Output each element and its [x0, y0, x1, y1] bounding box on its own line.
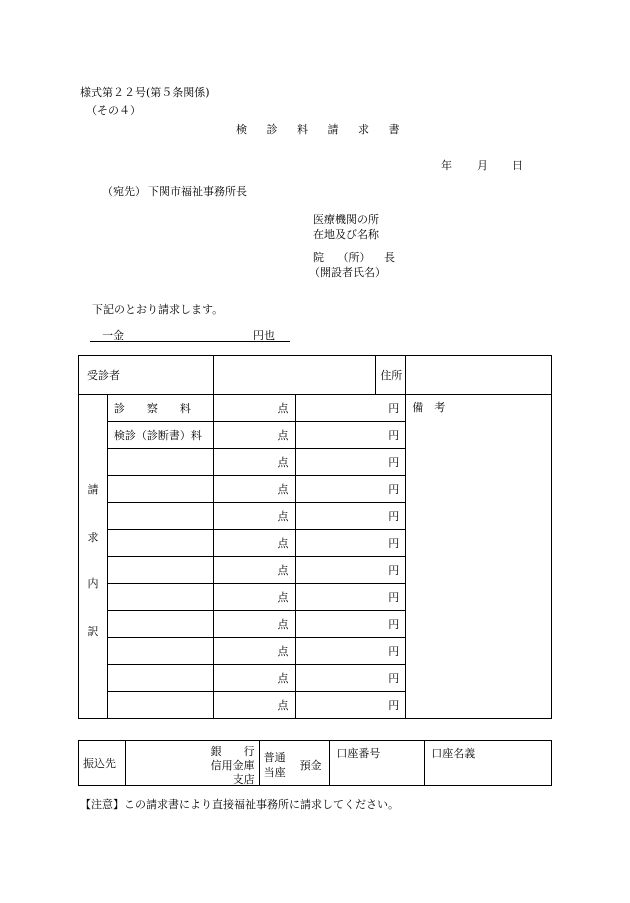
- amount-prefix: 一金: [102, 329, 124, 342]
- points-cell[interactable]: 点: [213, 692, 295, 719]
- account-number-field[interactable]: [330, 741, 425, 786]
- claim-breakdown-label: [79, 395, 108, 719]
- request-text: 下記のとおり請求します。: [92, 303, 224, 316]
- note-text: 【注意】この請求書により直接福祉事務所に請求してください。: [80, 798, 399, 811]
- shinkin-label: 信用金庫: [210, 759, 255, 772]
- account-name-field[interactable]: [425, 741, 552, 786]
- bank-label: 銀 行: [210, 745, 255, 758]
- amount-suffix: 円也: [253, 329, 275, 342]
- branch-label: 支店: [232, 773, 255, 786]
- account-number-label: 口座番号: [336, 747, 381, 760]
- bank-table: [78, 740, 552, 786]
- ordinary-label: 普通: [263, 751, 286, 764]
- title-char: 診: [266, 123, 278, 136]
- yen-cell[interactable]: 円: [295, 611, 406, 638]
- title-char: 検: [236, 123, 247, 136]
- account-name-label: 口座名義: [431, 747, 476, 760]
- yen-cell[interactable]: 円: [295, 638, 406, 665]
- item-name[interactable]: [107, 584, 213, 611]
- date-month-label: 月: [477, 159, 488, 172]
- yen-cell[interactable]: 円: [295, 449, 406, 476]
- item-name[interactable]: [107, 665, 213, 692]
- points-cell[interactable]: 点: [213, 611, 295, 638]
- points-cell[interactable]: 点: [213, 395, 295, 422]
- yen-cell[interactable]: 円: [295, 530, 406, 557]
- address-label: 住所: [376, 356, 406, 395]
- item-name: 診 察 料: [107, 395, 213, 422]
- transfer-label: 振込先: [79, 741, 126, 786]
- item-name[interactable]: [107, 638, 213, 665]
- remarks-label: 備 考: [412, 401, 446, 414]
- item-name[interactable]: [107, 503, 213, 530]
- director-char: 長: [384, 251, 395, 264]
- item-name[interactable]: [107, 611, 213, 638]
- points-cell[interactable]: 点: [213, 638, 295, 665]
- points-cell[interactable]: 点: [213, 530, 295, 557]
- amount-underline: [90, 341, 290, 342]
- patient-field[interactable]: [213, 356, 376, 395]
- points-cell[interactable]: 点: [213, 665, 295, 692]
- yen-cell[interactable]: 円: [295, 422, 406, 449]
- facility-label-line1: 医療機関の所: [313, 213, 379, 226]
- vertical-char: 内: [87, 577, 99, 590]
- facility-label-line2: 在地及び名称: [313, 228, 379, 241]
- addressee-prefix: （宛先）: [102, 185, 146, 198]
- points-cell[interactable]: 点: [213, 557, 295, 584]
- item-name: 検診（診断書）料: [107, 422, 213, 449]
- form-number: 様式第２２号(第５条関係): [80, 86, 210, 99]
- account-type-field[interactable]: [259, 741, 330, 786]
- yen-cell[interactable]: 円: [295, 476, 406, 503]
- address-field[interactable]: [406, 356, 552, 395]
- yen-cell[interactable]: 円: [295, 557, 406, 584]
- date-year-label: 年: [441, 159, 452, 172]
- remarks-cell[interactable]: [406, 395, 552, 719]
- title-char: 書: [388, 123, 400, 136]
- vertical-char: 請: [87, 483, 99, 496]
- title-char: 求: [358, 123, 369, 136]
- director-label-line2: （開設者氏名）: [309, 266, 386, 279]
- yen-cell[interactable]: 円: [295, 692, 406, 719]
- yen-cell[interactable]: 円: [295, 665, 406, 692]
- points-cell[interactable]: 点: [213, 476, 295, 503]
- addressee: 下関市福祉事務所長: [148, 185, 247, 198]
- points-cell[interactable]: 点: [213, 449, 295, 476]
- title-char: 料: [297, 123, 308, 136]
- points-cell[interactable]: 点: [213, 503, 295, 530]
- deposit-label: 預金: [299, 759, 322, 772]
- claim-table: [78, 355, 552, 719]
- director-char: （所）: [337, 251, 371, 264]
- date-day-label: 日: [512, 159, 523, 172]
- director-char: 院: [313, 251, 324, 264]
- points-cell[interactable]: 点: [213, 422, 295, 449]
- bank-name-field[interactable]: [125, 741, 259, 786]
- yen-cell[interactable]: 円: [295, 503, 406, 530]
- item-name[interactable]: [107, 530, 213, 557]
- yen-cell[interactable]: 円: [295, 395, 406, 422]
- document-title: [236, 121, 400, 137]
- form-sub-number: （その４）: [86, 104, 141, 117]
- current-label: 当座: [263, 766, 286, 779]
- vertical-char: 求: [87, 531, 99, 544]
- item-name[interactable]: [107, 557, 213, 584]
- director-label: [313, 249, 395, 265]
- item-name[interactable]: [107, 476, 213, 503]
- vertical-char: 訳: [87, 625, 99, 638]
- item-name[interactable]: [107, 692, 213, 719]
- yen-cell[interactable]: 円: [295, 584, 406, 611]
- patient-label: 受診者: [79, 356, 214, 395]
- points-cell[interactable]: 点: [213, 584, 295, 611]
- item-name[interactable]: [107, 449, 213, 476]
- title-char: 請: [327, 123, 339, 136]
